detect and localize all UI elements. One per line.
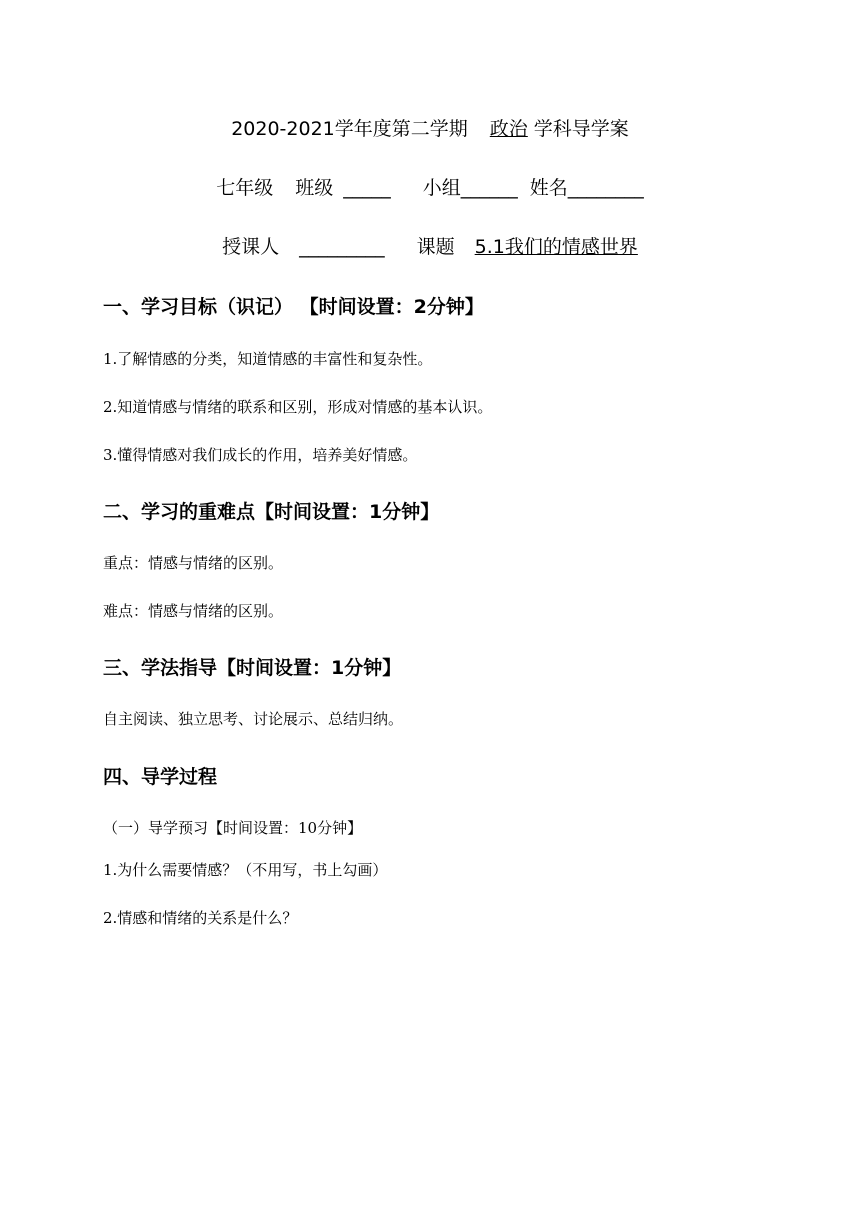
lesson-info-line [0, 232, 860, 259]
school-year: 2020-2021 [231, 118, 335, 140]
section-heading-key-points: 二、学习的重难点【时间设置：1分钟】 [103, 501, 440, 523]
doc-title [0, 114, 860, 141]
name-field[interactable]: 姓名________ [529, 177, 644, 199]
section-heading-method: 三、学法指导【时间设置：1分钟】 [103, 657, 402, 679]
class-label: 班级 [295, 177, 334, 199]
teacher-field[interactable]: _________ [299, 236, 385, 258]
class-field[interactable]: _____ [343, 177, 391, 199]
list-item: 2.情感和情绪的关系是什么？ [103, 909, 298, 927]
list-item: 1.了解情感的分类，知道情感的丰富性和复杂性。 [103, 350, 433, 368]
term: 学年度第二学期 [334, 118, 468, 140]
title-suffix: 学科导学案 [533, 118, 629, 140]
teacher-label: 授课人 [222, 236, 280, 258]
subject: 政治 [489, 118, 528, 140]
student-info-line [0, 173, 860, 200]
group-field[interactable]: 小组______ [422, 177, 518, 199]
list-item: 重点：情感与情绪的区别。 [103, 554, 284, 572]
topic-value: 5.1我们的情感世界 [474, 236, 638, 258]
section-heading-objectives: 一、学习目标（识记） 【时间设置：2分钟】 [103, 296, 484, 318]
section-heading-process: 四、导学过程 [103, 766, 218, 788]
list-item: 自主阅读、独立思考、讨论展示、总结归纳。 [103, 710, 404, 728]
grade: 七年级 [216, 177, 274, 199]
topic-label: 课题 [416, 236, 455, 258]
list-item: 难点：情感与情绪的区别。 [103, 602, 284, 620]
sub-heading-preview: （一）导学预习【时间设置：10分钟】 [103, 819, 363, 837]
list-item: 1.为什么需要情感？（不用写，书上勾画） [103, 861, 388, 879]
list-item: 2.知道情感与情绪的联系和区别，形成对情感的基本认识。 [103, 398, 493, 416]
list-item: 3.懂得情感对我们成长的作用，培养美好情感。 [103, 446, 418, 464]
